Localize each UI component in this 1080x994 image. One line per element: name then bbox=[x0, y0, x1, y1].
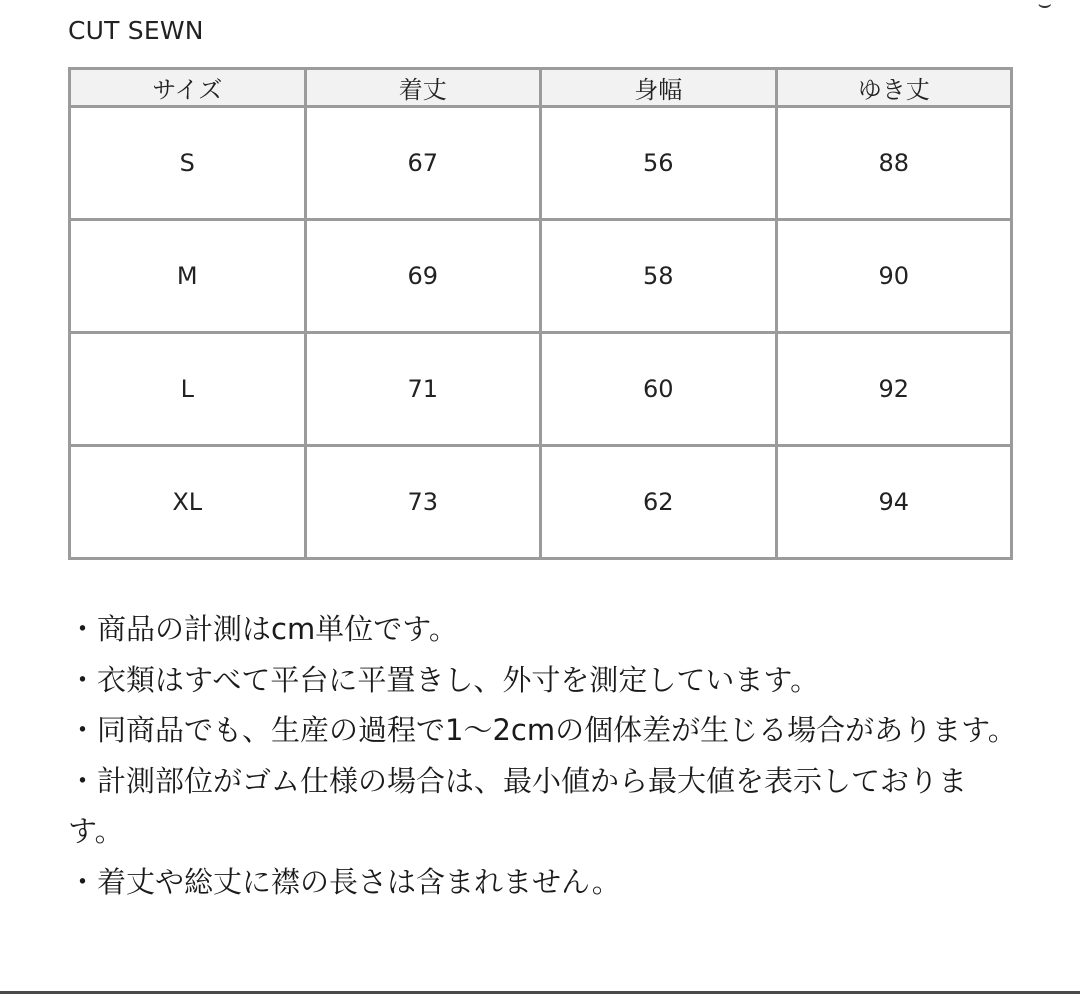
measurement-notes bbox=[68, 604, 1018, 907]
header-sleeve: ゆき丈 bbox=[776, 69, 1012, 107]
cell-width: 56 bbox=[541, 107, 777, 220]
cell-sleeve: 88 bbox=[776, 107, 1012, 220]
cell-length: 69 bbox=[305, 220, 541, 333]
cell-length: 67 bbox=[305, 107, 541, 220]
cell-width: 60 bbox=[541, 333, 777, 446]
cell-sleeve: 94 bbox=[776, 446, 1012, 559]
note-item: ・計測部位がゴム仕様の場合は、最小値から最大値を表示しております。 bbox=[68, 763, 968, 848]
header-width: 身幅 bbox=[541, 69, 777, 107]
table-header-row bbox=[70, 69, 1012, 107]
note-item: ・着丈や総丈に襟の長さは含まれません。 bbox=[68, 864, 621, 899]
cell-width: 62 bbox=[541, 446, 777, 559]
note-item: ・同商品でも、生産の過程で1〜2cmの個体差が生じる場合があります。 bbox=[68, 713, 1017, 747]
cropped-decoration: ⌣ bbox=[1037, 0, 1052, 17]
cell-sleeve: 92 bbox=[776, 333, 1012, 446]
cell-size: L bbox=[70, 333, 306, 446]
header-size: サイズ bbox=[70, 69, 306, 107]
note-item: ・衣類はすべて平台に平置きし、外寸を測定しています。 bbox=[68, 662, 820, 697]
table-row bbox=[70, 107, 1012, 220]
table-row bbox=[70, 333, 1012, 446]
cell-size: S bbox=[70, 107, 306, 220]
cell-length: 71 bbox=[305, 333, 541, 446]
cell-width: 58 bbox=[541, 220, 777, 333]
table-row bbox=[70, 220, 1012, 333]
cell-length: 73 bbox=[305, 446, 541, 559]
cell-size: XL bbox=[70, 446, 306, 559]
cell-sleeve: 90 bbox=[776, 220, 1012, 333]
section-title: CUT SEWN bbox=[68, 16, 204, 45]
header-length: 着丈 bbox=[305, 69, 541, 107]
cell-size: M bbox=[70, 220, 306, 333]
note-item: ・商品の計測はcm単位です。 bbox=[68, 612, 458, 646]
table-row bbox=[70, 446, 1012, 559]
size-chart-table bbox=[68, 67, 1013, 560]
